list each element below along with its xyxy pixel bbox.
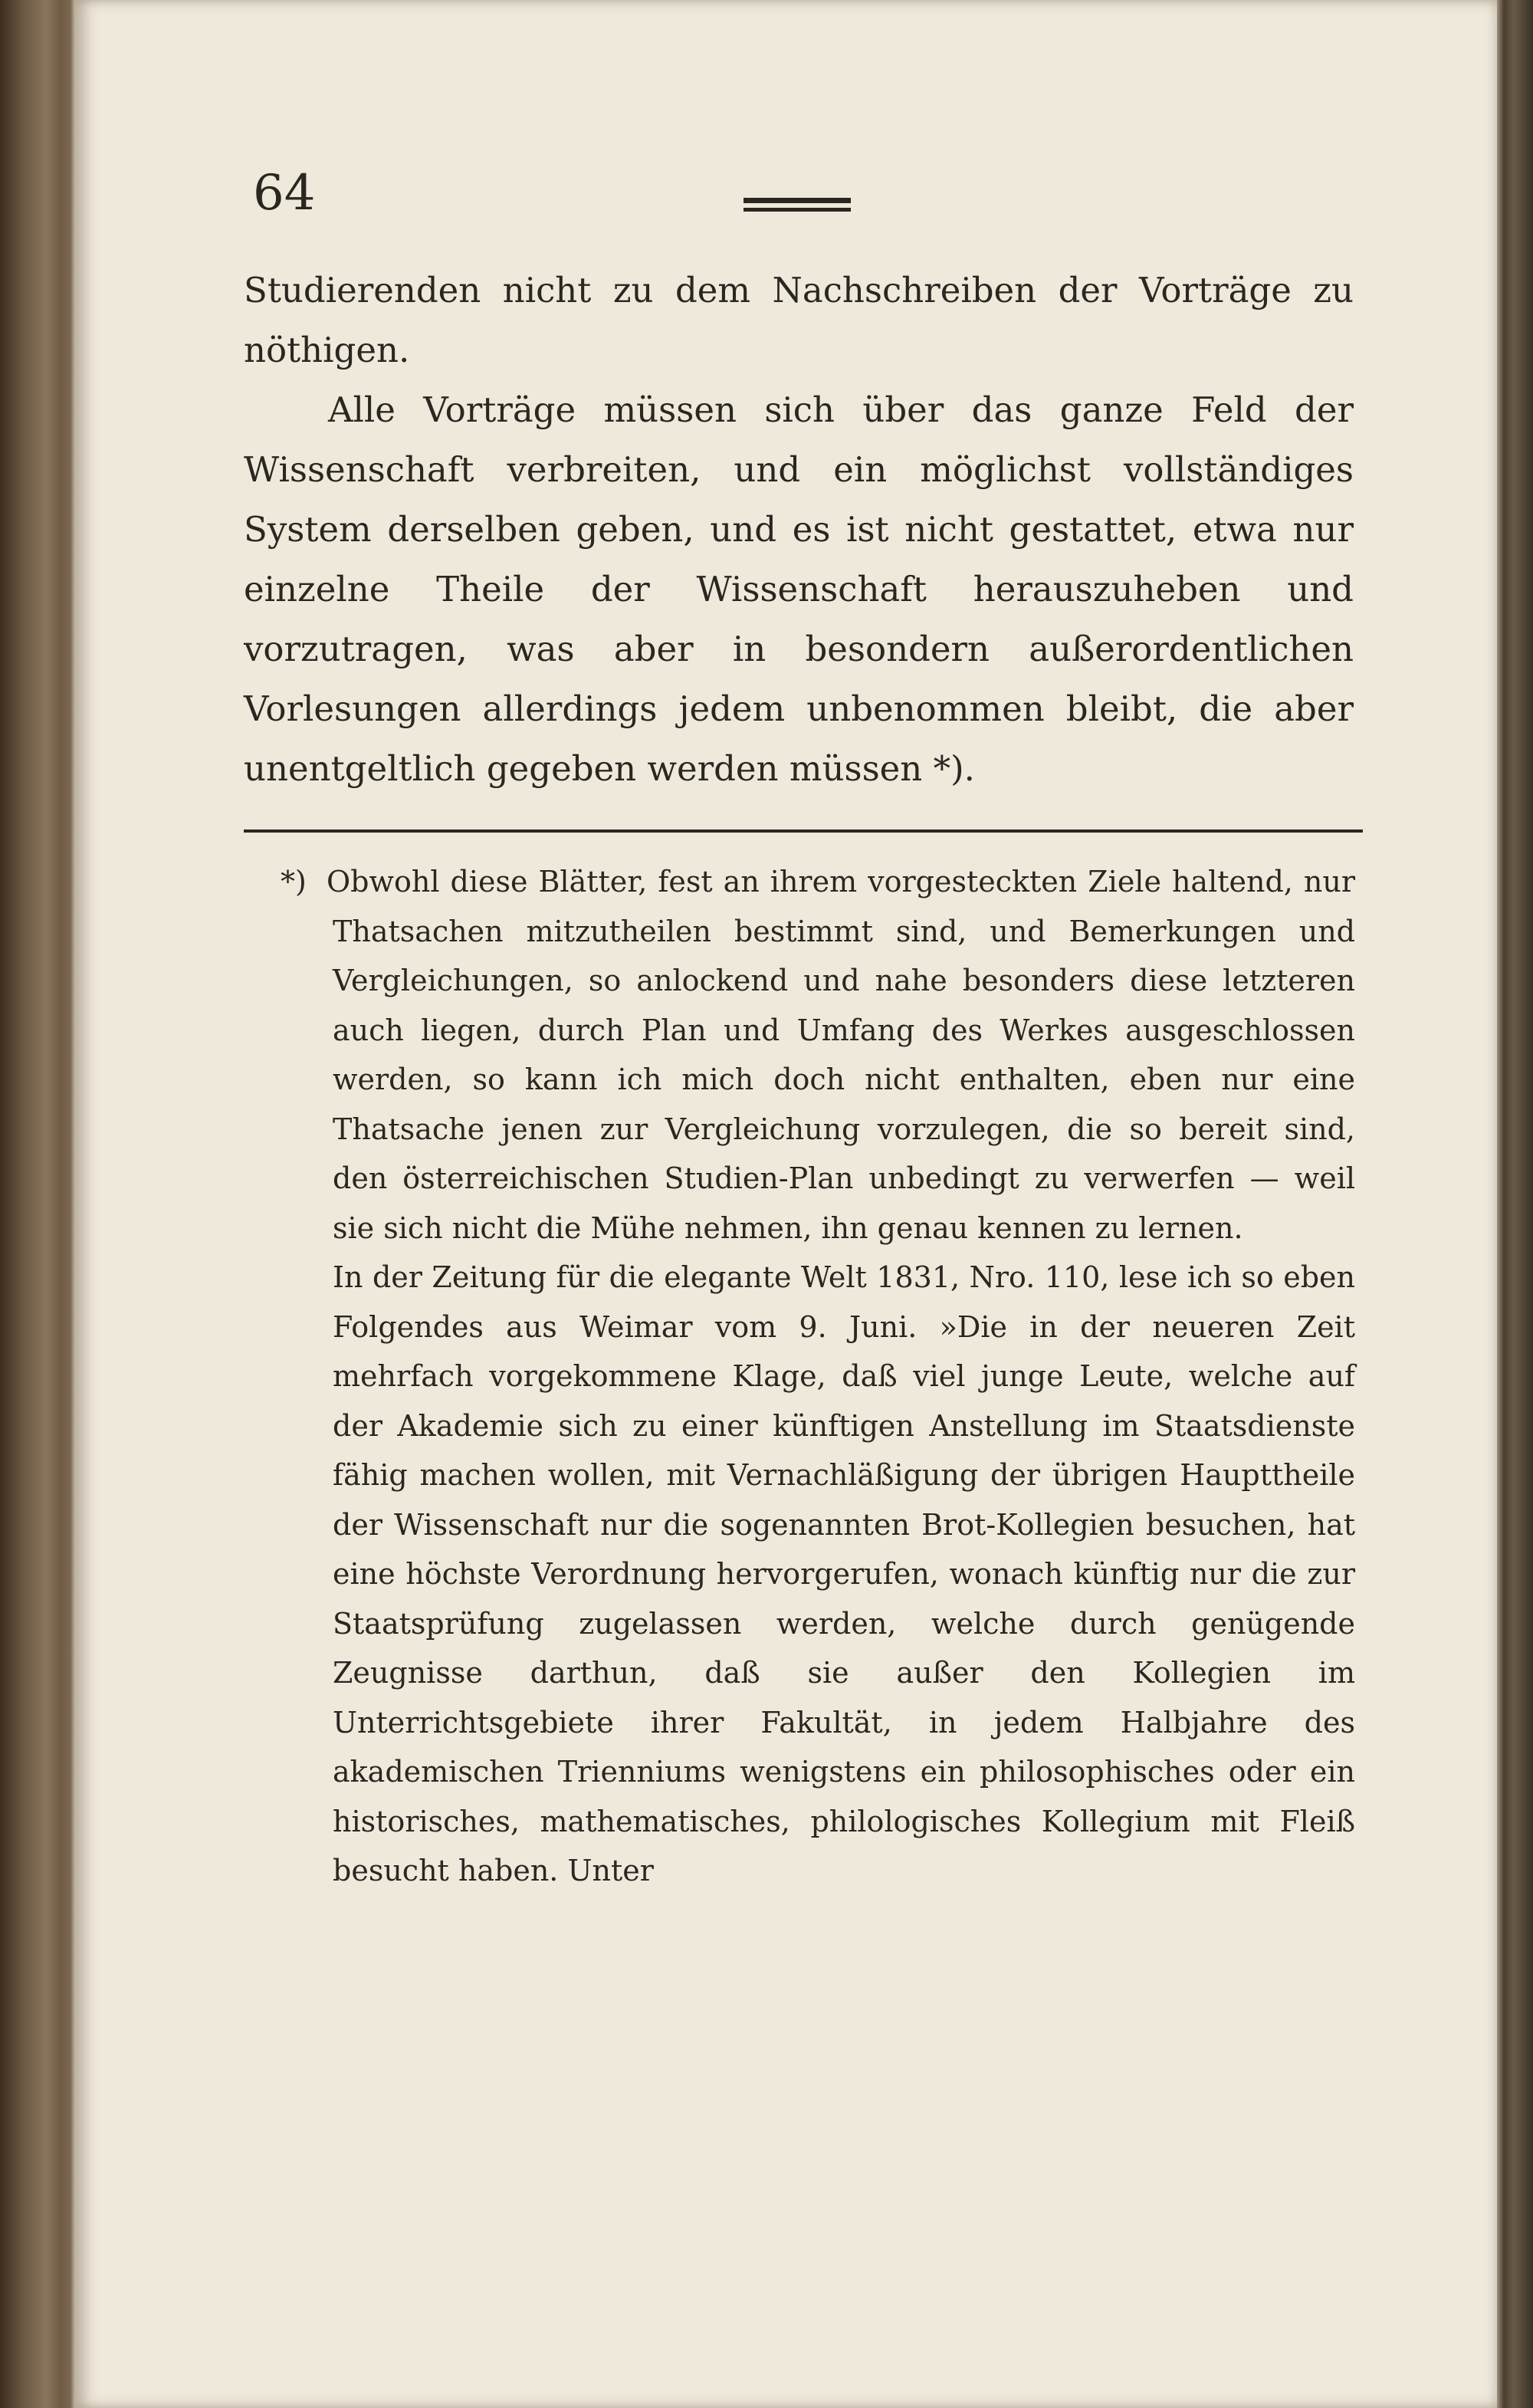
footnote-paragraph-2-text: In der Zeitung für die elegante Welt 1831, Nro. 110, lese ich so eben Folgendes aus Weimar vom 9. Juni. »Die in der neueren Zeit mehrfach vorgekommene Klage, daß viel junge Leute, welche auf der Akademie sich zu einer künftigen Anstellung im Staatsdienste fähig machen wollen, mit Vernachläßigung der übrigen Haupttheile der Wissenschaft nur die sogenannten Brot-Kollegien besuchen, hat eine höchste Verordnung hervorgerufen, wonach künftig nur die zur Staatsprüfung zugelassen werden, welche durch genügende Zeugnisse darthun, daß sie außer den Kollegien im Unterrichtsgebiete ihrer Fakultät, in jedem Halbjahre des akademischen Trienniums wenigstens ein philosophisches oder ein historisches, mathematisches, philologisches Kollegium mit Fleiß besucht haben. Unter [333,1260,1355,1887]
main-paragraph-1: Studierenden nicht zu dem Nachschreiben der Vorträge zu nöthigen. [244,270,1354,370]
footnote-rule [244,829,1363,833]
footnote-paragraph-1-text: Obwohl diese Blätter, fest an ihrem vorgesteckten Ziele haltend, nur Thatsachen mitzutheilen bestimmt sind, und Bemerkungen und Vergleichungen, so anlockend und nahe besonders diese letzteren auch liegen, durch Plan und Umfang des Werkes ausgeschlossen werden, so kann ich mich doch nicht enthalten, eben nur eine Thatsache jenen zur Vergleichung vorzulegen, die so bereit sind, den österreichischen Studien-Plan unbedingt zu verwerfen — weil sie sich nicht die Mühe nehmen, ihn genau kennen zu lernen. [327,865,1355,1245]
main-paragraph-2: Alle Vorträge müssen sich über das ganze Feld der Wissenschaft verbreiten, und ein möglichst vollständiges System derselben geben, und es ist nicht gestattet, etwa nur einzelne Theile der Wissenschaft herauszuheben und vorzutragen, was aber in besondern außerordentlichen Vorlesungen allerdings jedem unbenommen bleibt, die aber unentgeltlich gegeben werden müssen *). [244,389,1354,789]
page-number: 64 [253,165,316,222]
main-text [244,261,1354,799]
header-rule [744,198,851,212]
footnote-marker: *) [281,865,307,898]
footnote [244,857,1355,1896]
footnote-paragraph-1 [244,857,1355,1253]
footnote-paragraph-2 [244,1253,1355,1896]
